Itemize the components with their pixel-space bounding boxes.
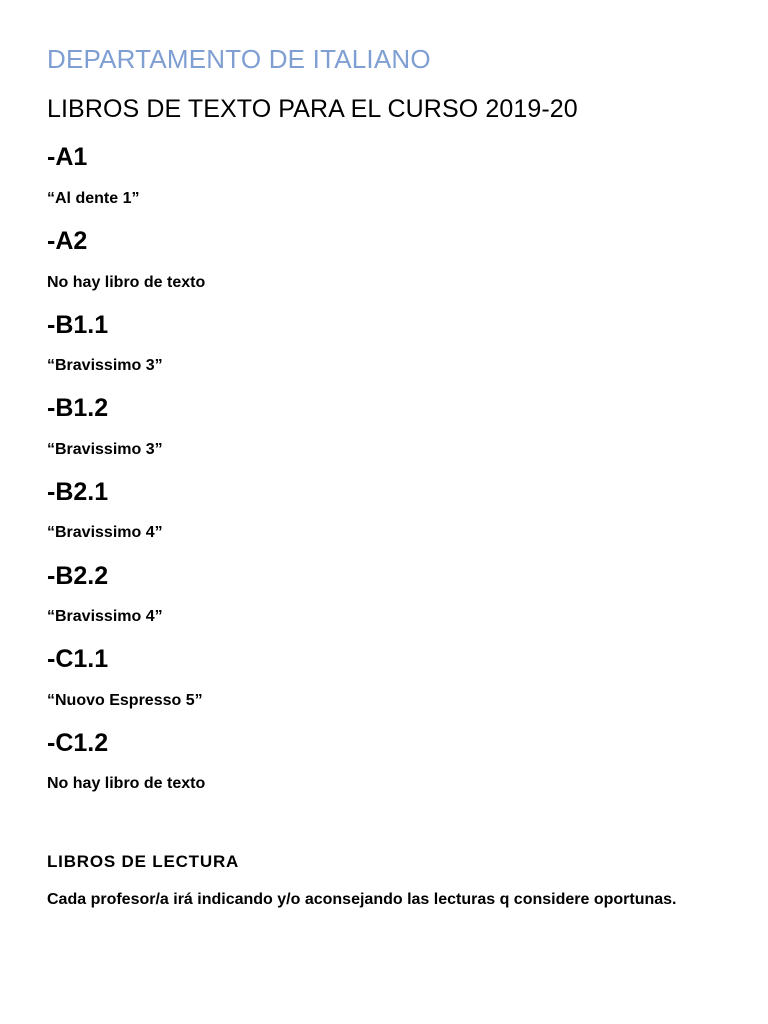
level-heading-c1-1: -C1.1	[47, 645, 109, 673]
book-b2-1: “Bravissimo 4”	[47, 524, 163, 541]
reading-books-text: Cada profesor/a irá indicando y/o aconsejando las lecturas q considere oportunas.	[47, 891, 677, 908]
level-heading-b2-2: -B2.2	[47, 562, 109, 590]
level-heading-a2: -A2	[47, 227, 88, 255]
level-heading-c1-2: -C1.2	[47, 729, 109, 757]
level-heading-b1-1: -B1.1	[47, 311, 109, 339]
department-heading: DEPARTAMENTO DE ITALIANO	[47, 44, 431, 74]
book-a2: No hay libro de texto	[47, 274, 206, 291]
page-title: LIBROS DE TEXTO PARA EL CURSO 2019-20	[47, 95, 578, 123]
level-heading-b1-2: -B1.2	[47, 394, 109, 422]
book-b1-2: “Bravissimo 3”	[47, 441, 163, 458]
book-b1-1: “Bravissimo 3”	[47, 357, 163, 374]
book-b2-2: “Bravissimo 4”	[47, 608, 163, 625]
book-a1: “Al dente 1”	[47, 190, 140, 207]
level-heading-b2-1: -B2.1	[47, 478, 109, 506]
book-c1-2: No hay libro de texto	[47, 775, 206, 792]
level-heading-a1: -A1	[47, 143, 88, 171]
book-c1-1: “Nuovo Espresso 5”	[47, 692, 203, 709]
reading-books-heading: LIBROS DE LECTURA	[47, 852, 240, 871]
